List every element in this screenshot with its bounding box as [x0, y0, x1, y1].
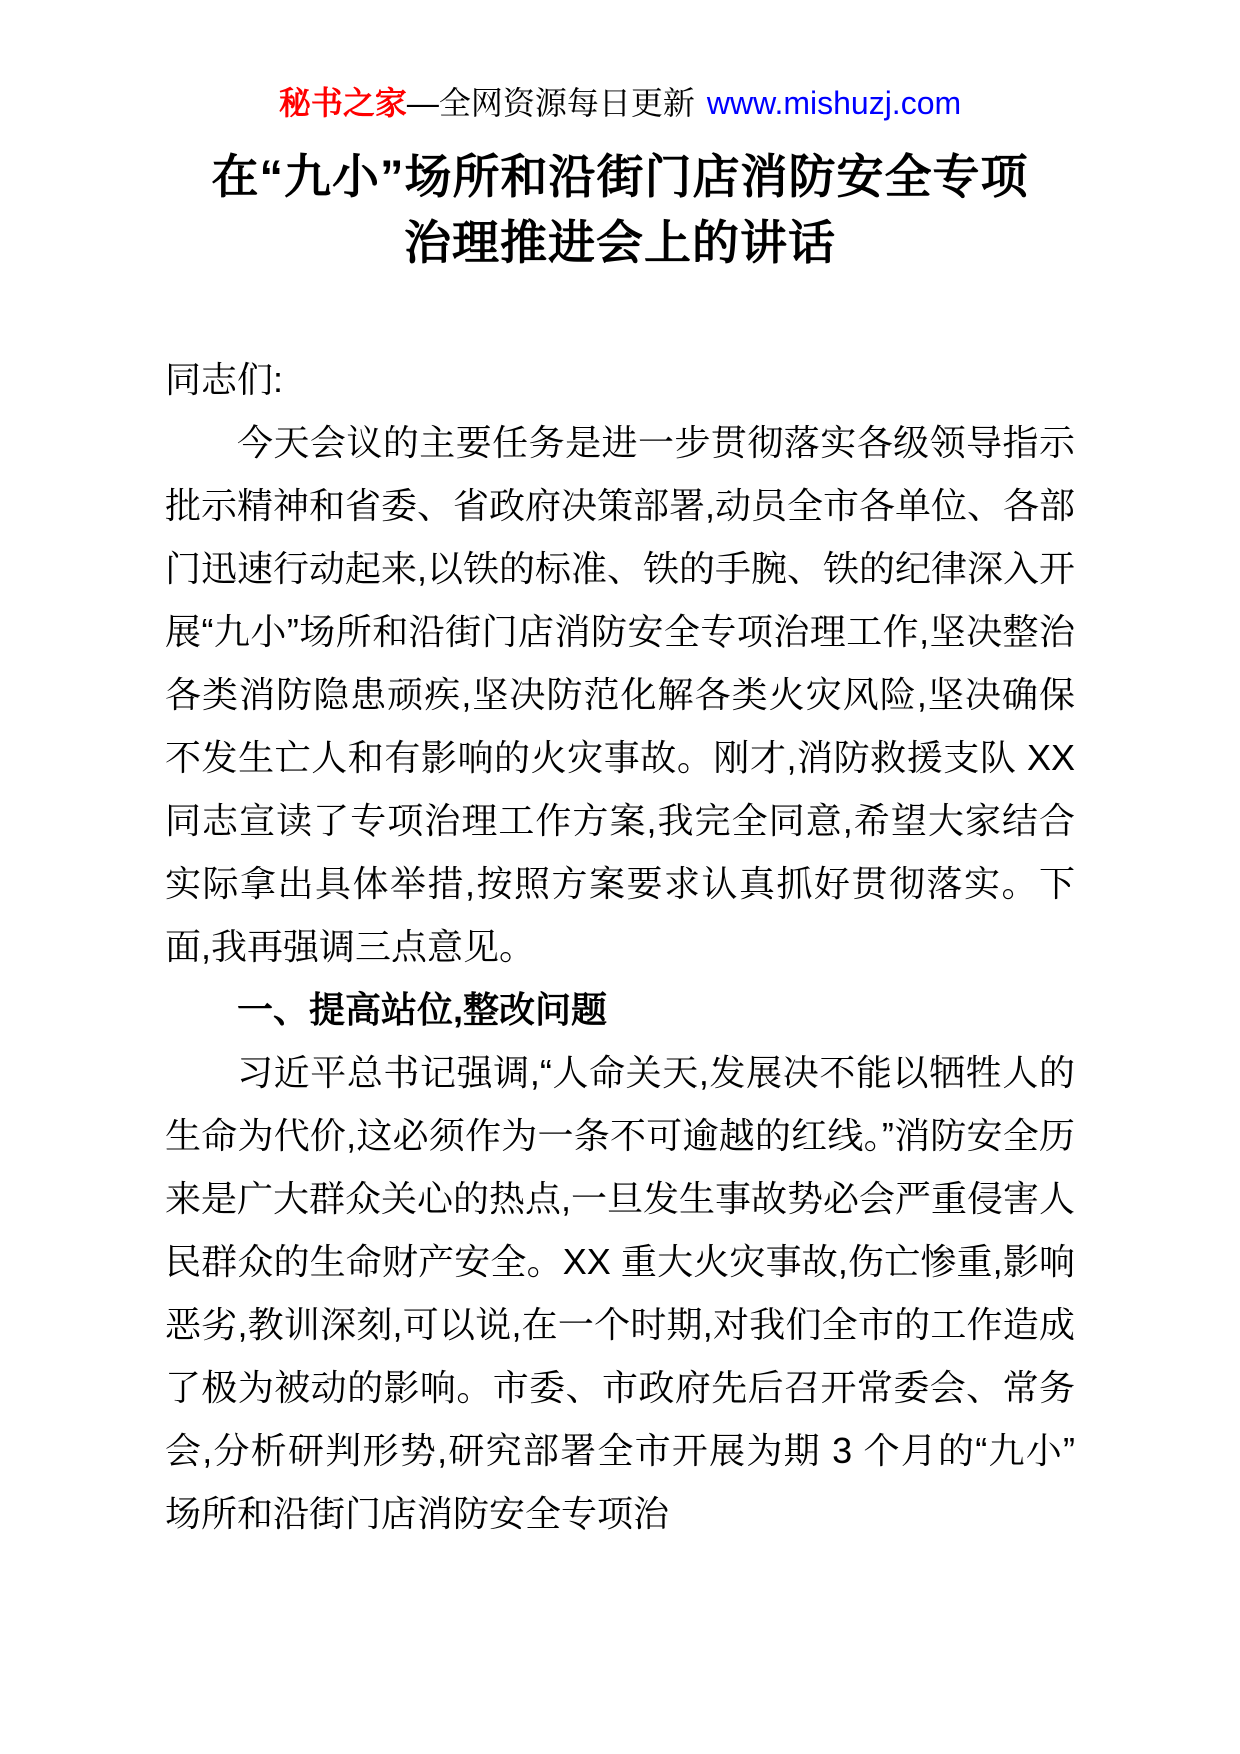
header-banner — [165, 82, 1075, 124]
paragraph: 今天会议的主要任务是进一步贯彻落实各级领导指示批示精神和省委、省政府决策部署,动员全市各单位、各部门迅速行动起来,以铁的标准、铁的手腕、铁的纪律深入开展“九小”场所和沿街门店消防安全专项治理工作,坚决整治各类消防隐患顽疾,坚决防范化解各类火灾风险,坚决确保不发生亡人和有影响的火灾事故。刚才,消防救援支队 XX 同志宣读了专项治理工作方案,我完全同意,希望大家结合实际拿出具体举措,按照方案要求认真抓好贯彻落实。下面,我再强调三点意见。 — [165, 422, 1076, 967]
salutation: 同志们: — [165, 359, 284, 400]
section-heading: 一、提高站位,整改问题 — [237, 989, 608, 1030]
site-url-link[interactable]: www.mishuzj.com — [706, 85, 962, 121]
header-tagline-text: —全网资源每日更新 — [406, 85, 695, 121]
document-title — [165, 144, 1075, 276]
title-line-1: 在“九小”场所和沿街门店消防安全专项 — [211, 150, 1029, 203]
site-name-text: 秘书之家 — [278, 85, 407, 121]
title-line-2: 治理推进会上的讲话 — [404, 216, 836, 269]
document-body — [165, 348, 1075, 1545]
paragraph: 习近平总书记强调,“人命关天,发展决不能以牺牲人的生命为代价,这必须作为一条不可逾越的红线。”消防安全历来是广大群众关心的热点,一旦发生事故势必会严重侵害人民群众的生命财产安全。XX 重大火灾事故,伤亡惨重,影响恶劣,教训深刻,可以说,在一个时期,对我们全市的工作造成了极为被动的影响。市委、市政府先后召开常委会、常务会,分析研判形势,研究部署全市开展为期 3 个月的“九小”场所和沿街门店消防安全专项治 — [165, 1052, 1076, 1534]
